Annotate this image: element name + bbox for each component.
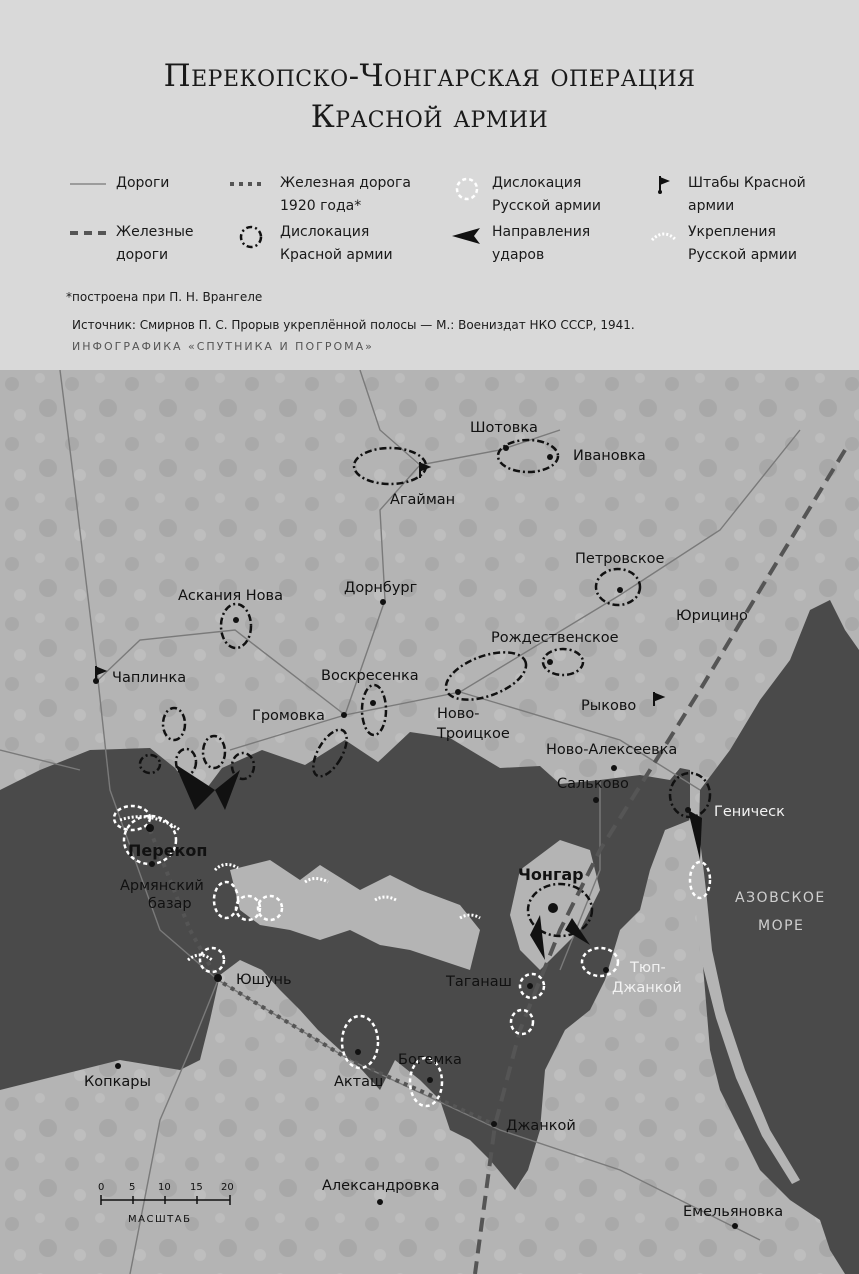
- legend-russian-fortifications: Укрепления Русской армии: [688, 224, 797, 263]
- map-area: [0, 370, 859, 1274]
- scale-tick-0: 0: [98, 1182, 105, 1193]
- label-rykovo: Рыково: [581, 698, 637, 714]
- legend-russian-army-deployment: Дислокация Русской армии: [492, 175, 601, 214]
- label-perekop: Перекоп: [128, 841, 208, 860]
- label-genichesk: Геническ: [714, 804, 785, 820]
- label-aleksandrovka: Александровка: [322, 1178, 440, 1194]
- label-dzhankoy: Джанкой: [506, 1118, 576, 1134]
- label-yushun: Юшунь: [236, 972, 292, 988]
- label-koparky: Копкары: [84, 1074, 151, 1090]
- scale-tick-10: 10: [158, 1182, 171, 1193]
- title-line-1: Перекопско-Чонгарская операция: [163, 58, 696, 94]
- legend-red-army-hq: Штабы Красной армии: [688, 175, 806, 214]
- label-azov-2: МОРЕ: [758, 918, 805, 934]
- label-dornburg: Дорнбург: [344, 580, 418, 596]
- label-ivanovka: Ивановка: [573, 448, 646, 464]
- label-rozhdestvenskoe: Рождественское: [491, 630, 619, 646]
- source-note: Источник: Смирнов П. С. Прорыв укреплённой полосы — М.: Воениздат НКО СССР, 1941.: [72, 318, 635, 332]
- footnote: *построена при П. Н. Врангеле: [66, 290, 263, 304]
- railway-1920-symbol-icon: [230, 176, 268, 192]
- scale-tick-20: 20: [221, 1182, 234, 1193]
- attack-direction-icon: [450, 226, 486, 246]
- label-azov-1: АЗОВСКОЕ: [735, 890, 826, 906]
- label-bogemka: Богемка: [398, 1052, 462, 1068]
- label-petrovskoe: Петровское: [575, 551, 665, 567]
- label-agaiman: Агайман: [390, 492, 456, 508]
- title-line-2: Красной армии: [310, 99, 549, 135]
- label-salkovo: Сальково: [557, 776, 629, 792]
- scale-label: МАСШТАБ: [128, 1214, 192, 1225]
- legend-railway-1920: Железная дорога 1920 года*: [280, 175, 411, 214]
- label-novo-troitskoe-1: Ново-: [437, 706, 480, 722]
- label-voskresenka: Воскресенка: [321, 668, 419, 684]
- legend-header: [0, 0, 859, 370]
- russian-army-deployment-icon: [454, 176, 480, 202]
- legend-red-army-deployment: Дислокация Красной армии: [280, 224, 393, 263]
- legend-attack-directions: Направления ударов: [492, 224, 591, 263]
- label-emelyanovka: Емельяновка: [683, 1204, 784, 1220]
- label-aktash: Акташ: [334, 1074, 384, 1090]
- label-novo-alekseevka: Ново-Алексеевка: [546, 742, 678, 758]
- railway-symbol-icon: [70, 225, 108, 241]
- red-army-deployment-icon: [238, 224, 264, 250]
- scale-tick-5: 5: [129, 1182, 136, 1193]
- label-tyup-1: Тюп-: [630, 960, 666, 976]
- label-armyansky-2: базар: [148, 896, 192, 912]
- label-armyansky-1: Армянский: [120, 878, 204, 894]
- red-army-hq-icon: [656, 174, 676, 196]
- scale-tick-15: 15: [190, 1182, 203, 1193]
- credit-line: ИНФОГРАФИКА «СПУТНИКА И ПОГРОМА»: [72, 340, 374, 353]
- label-askania-nova: Аскания Нова: [178, 588, 283, 604]
- label-chongar: Чонгар: [518, 865, 584, 884]
- label-novo-troitskoe-2: Троицкое: [437, 726, 510, 742]
- legend-railways: Железные дороги: [116, 224, 194, 263]
- legend-roads: Дороги: [116, 175, 170, 191]
- label-tyup-2: Джанкой: [612, 980, 682, 996]
- road-symbol-icon: [70, 176, 108, 192]
- label-gromovka: Громовка: [252, 708, 325, 724]
- label-chaplinka: Чаплинка: [112, 670, 187, 686]
- label-taganash: Таганаш: [446, 974, 512, 990]
- label-yuritsino: Юрицино: [676, 608, 748, 624]
- label-shotovka: Шотовка: [470, 420, 538, 436]
- fortification-icon: [650, 226, 680, 244]
